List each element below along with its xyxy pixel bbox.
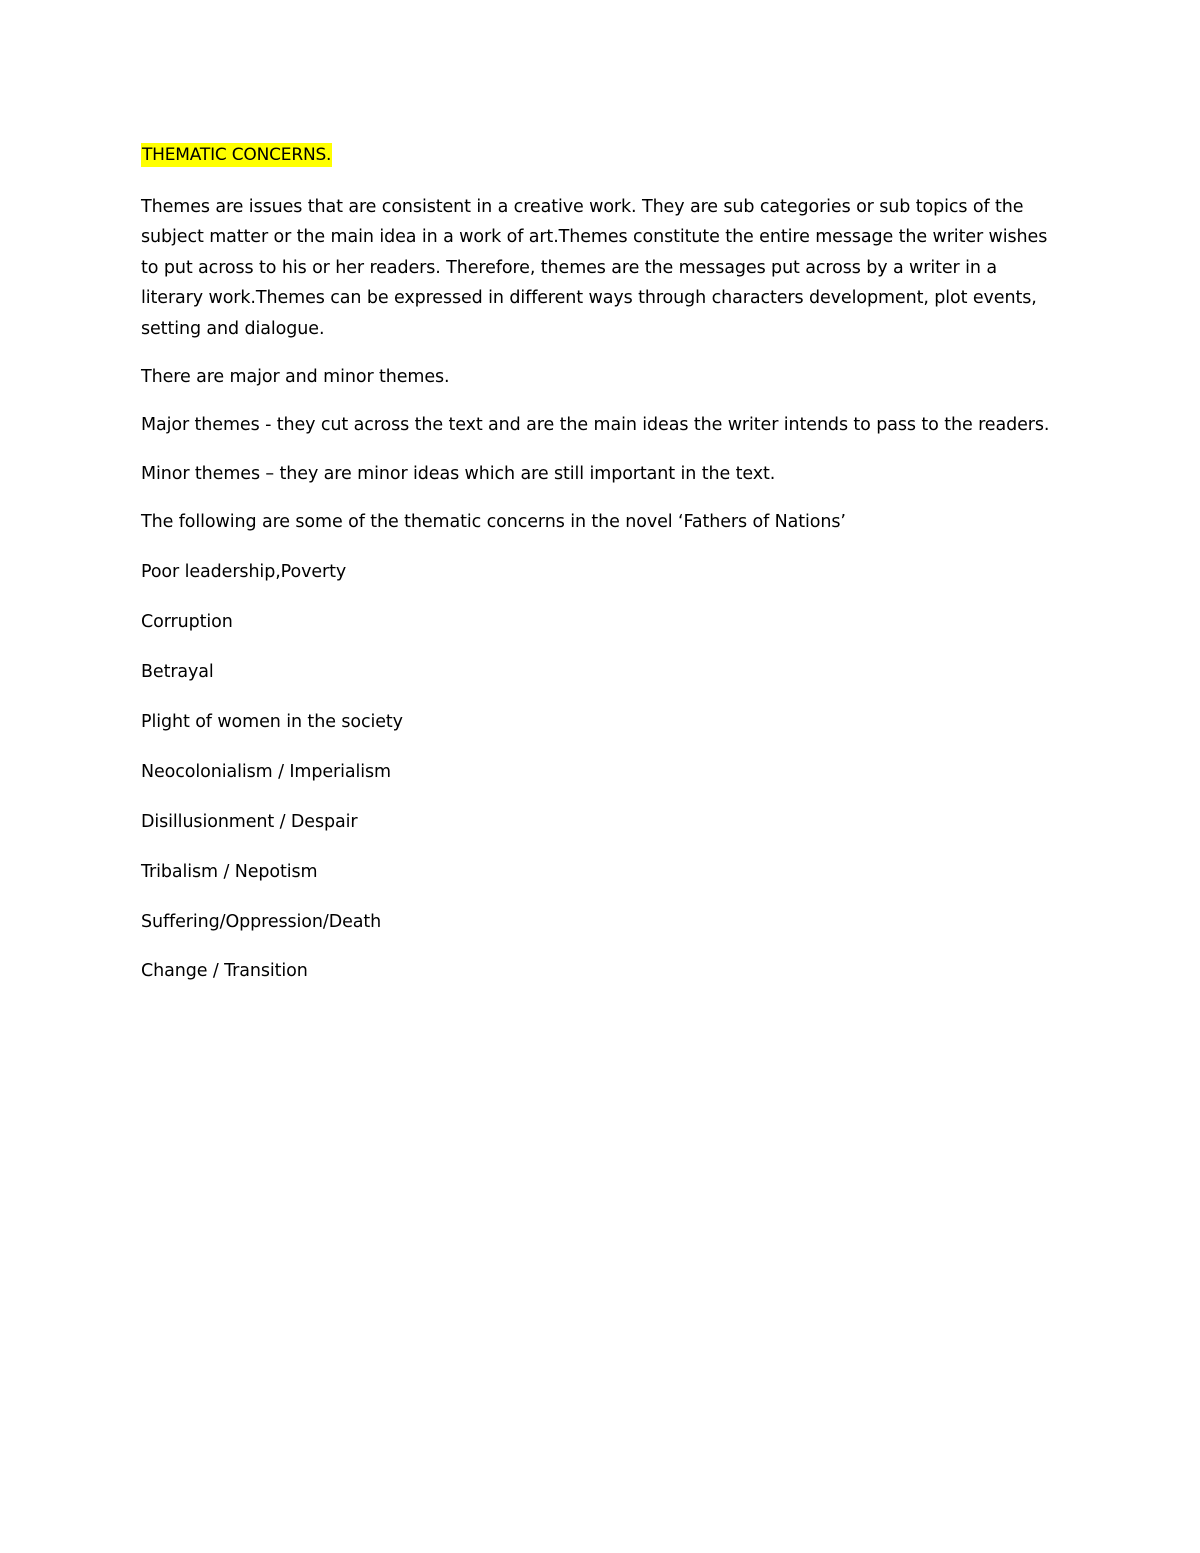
theme-item: Plight of women in the society	[141, 711, 403, 732]
theme-item: Corruption	[141, 612, 233, 633]
intro-paragraph: Themes are issues that are consistent in a creative work. They are sub categories or sub topics of the subject matter or the main idea in a work of art.Themes constitute the entire message the writer wishes to put across to his or her readers. Therefore, themes are the messages put across by a writer in a literary work.Themes can be expressed in different ways through characters development, plot events, setting and dialogue.	[141, 197, 1048, 339]
document-body	[141, 143, 1061, 987]
theme-item: Poor leadership,Poverty	[141, 562, 347, 583]
theme-item: Change / Transition	[141, 961, 308, 982]
themes-list-intro: The following are some of the thematic concerns in the novel ‘Fathers of Nations’	[141, 512, 846, 533]
major-themes-definition: Major themes - they cut across the text and are the main ideas the writer intends to pass to the readers.	[141, 415, 1050, 436]
minor-themes-definition: Minor themes – they are minor ideas which are still important in the text.	[141, 463, 776, 484]
themes-list	[141, 557, 1061, 987]
major-minor-intro: There are major and minor themes.	[141, 367, 450, 388]
theme-item: Betrayal	[141, 661, 214, 682]
theme-item: Neocolonialism / Imperialism	[141, 761, 392, 782]
document-heading: THEMATIC CONCERNS.	[142, 145, 332, 165]
theme-item: Suffering/Oppression/Death	[141, 911, 382, 932]
theme-item: Disillusionment / Despair	[141, 811, 358, 832]
theme-item: Tribalism / Nepotism	[141, 861, 318, 882]
